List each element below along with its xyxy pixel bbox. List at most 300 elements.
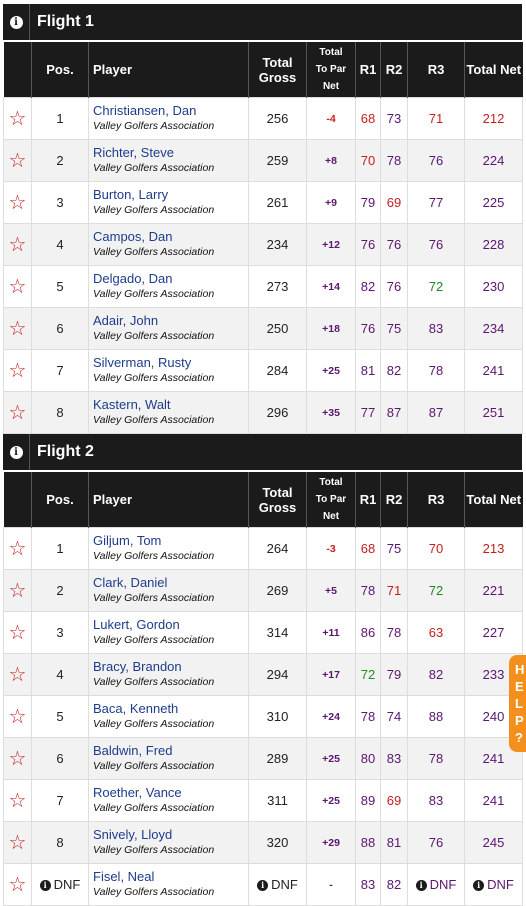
position: 8 xyxy=(56,405,64,420)
round-3-cell xyxy=(408,98,465,140)
favorite-cell[interactable] xyxy=(4,612,32,654)
player-association: Valley Golfers Association xyxy=(93,330,215,342)
star-icon[interactable]: ☆ xyxy=(8,789,27,812)
total-net-cell xyxy=(465,392,523,434)
player-cell xyxy=(89,780,249,822)
total-gross: 296 xyxy=(266,405,289,420)
total-to-par-net: +25 xyxy=(307,780,356,822)
round-1-score: 83 xyxy=(356,864,381,906)
total-to-par-net: +8 xyxy=(307,140,356,182)
round-2-score: 78 xyxy=(381,140,408,182)
info-icon[interactable]: i xyxy=(416,880,427,891)
table-row[interactable] xyxy=(4,224,523,266)
position-cell xyxy=(32,224,89,266)
favorite-cell[interactable] xyxy=(4,570,32,612)
total-gross: 234 xyxy=(266,237,289,252)
total-gross-cell xyxy=(249,392,307,434)
total-gross: 264 xyxy=(266,541,289,556)
player-association: Valley Golfers Association xyxy=(93,718,215,730)
player-name-link[interactable]: Richter, Steve xyxy=(93,145,174,160)
total-net-cell xyxy=(465,182,523,224)
total-gross-cell xyxy=(249,612,307,654)
table-row[interactable] xyxy=(4,864,523,906)
total-net: 234 xyxy=(482,321,505,336)
total-net: 245 xyxy=(482,835,505,850)
round-1-score: 68 xyxy=(356,98,381,140)
star-icon[interactable]: ☆ xyxy=(8,317,27,340)
table-row[interactable] xyxy=(4,182,523,224)
header-r3[interactable]: R3 xyxy=(408,42,465,98)
round-1-score: 68 xyxy=(356,528,381,570)
total-net: 241 xyxy=(482,793,505,808)
header-topar-line3: Net xyxy=(322,81,340,92)
player-association: Valley Golfers Association xyxy=(93,634,215,646)
header-total-gross[interactable]: Total Gross xyxy=(249,42,307,98)
total-gross-cell xyxy=(249,98,307,140)
player-cell xyxy=(89,822,249,864)
favorite-cell[interactable] xyxy=(4,822,32,864)
position-cell xyxy=(32,308,89,350)
position: DNF xyxy=(53,877,81,892)
total-to-par-net: +25 xyxy=(307,738,356,780)
round-3-score: 63 xyxy=(428,625,444,640)
player-cell xyxy=(89,224,249,266)
round-3-cell xyxy=(408,612,465,654)
total-net-cell xyxy=(465,528,523,570)
round-3-cell xyxy=(408,570,465,612)
help-tab-letter: H xyxy=(515,662,525,677)
total-gross: DNF xyxy=(271,877,298,892)
player-cell xyxy=(89,864,249,906)
position: 3 xyxy=(56,625,64,640)
table-row[interactable] xyxy=(4,392,523,434)
round-1-score: 82 xyxy=(356,266,381,308)
flight-info-button[interactable] xyxy=(3,4,30,40)
round-2-score: 75 xyxy=(381,528,408,570)
round-2-score: 75 xyxy=(381,308,408,350)
player-cell xyxy=(89,570,249,612)
total-gross: 289 xyxy=(266,751,289,766)
player-name-link[interactable]: Fisel, Neal xyxy=(93,869,155,884)
total-net: 241 xyxy=(482,751,505,766)
player-association: Valley Golfers Association xyxy=(93,288,215,300)
player-association: Valley Golfers Association xyxy=(93,372,215,384)
player-association: Valley Golfers Association xyxy=(93,120,215,132)
star-icon[interactable]: ☆ xyxy=(8,831,27,854)
total-net-cell xyxy=(465,224,523,266)
position-cell xyxy=(32,654,89,696)
favorite-cell[interactable] xyxy=(4,780,32,822)
player-name-link[interactable]: Lukert, Gordon xyxy=(93,617,180,632)
flight-title-bar xyxy=(3,434,522,472)
round-3-score: 88 xyxy=(428,709,444,724)
table-row[interactable] xyxy=(4,266,523,308)
favorite-cell[interactable] xyxy=(4,140,32,182)
table-row[interactable] xyxy=(4,570,523,612)
favorite-cell[interactable] xyxy=(4,182,32,224)
round-3-score: 78 xyxy=(428,363,444,378)
total-gross-cell xyxy=(249,308,307,350)
position: 5 xyxy=(56,279,64,294)
position: 6 xyxy=(56,751,64,766)
header-pos[interactable]: Pos. xyxy=(32,472,89,528)
position-cell xyxy=(32,822,89,864)
total-net-cell xyxy=(465,570,523,612)
star-icon[interactable]: ☆ xyxy=(8,233,27,256)
round-3-score: 76 xyxy=(428,153,444,168)
round-3-cell xyxy=(408,696,465,738)
round-2-score: 76 xyxy=(381,224,408,266)
round-1-score: 86 xyxy=(356,612,381,654)
star-icon[interactable]: ☆ xyxy=(8,359,27,382)
round-2-score: 83 xyxy=(381,738,408,780)
player-name-link[interactable]: Kastern, Walt xyxy=(93,397,171,412)
total-net: 251 xyxy=(482,405,505,420)
favorite-cell[interactable] xyxy=(4,308,32,350)
round-3-score: 76 xyxy=(428,835,444,850)
round-3-cell xyxy=(408,182,465,224)
header-r1[interactable]: R1 xyxy=(356,42,381,98)
player-association: Valley Golfers Association xyxy=(93,162,215,174)
leaderboard-table xyxy=(3,42,523,434)
total-gross: 294 xyxy=(266,667,289,682)
total-gross-cell xyxy=(249,350,307,392)
favorite-cell[interactable] xyxy=(4,654,32,696)
total-gross: 269 xyxy=(266,583,289,598)
total-gross: 284 xyxy=(266,363,289,378)
star-icon[interactable]: ☆ xyxy=(8,663,27,686)
header-topar-line3: Net xyxy=(322,511,340,522)
header-r1[interactable]: R1 xyxy=(356,472,381,528)
flight-info-button[interactable] xyxy=(3,434,30,470)
round-1-score: 70 xyxy=(356,140,381,182)
total-net: 230 xyxy=(482,279,505,294)
position: 5 xyxy=(56,709,64,724)
total-to-par-net: -3 xyxy=(307,528,356,570)
position: 4 xyxy=(56,237,64,252)
table-row[interactable] xyxy=(4,822,523,864)
player-name-link[interactable]: Snively, Lloyd xyxy=(93,827,173,842)
round-3-score: 82 xyxy=(428,667,444,682)
table-row[interactable] xyxy=(4,738,523,780)
total-net: 221 xyxy=(482,583,505,598)
favorite-cell[interactable] xyxy=(4,224,32,266)
header-total-gross[interactable]: Total Gross xyxy=(249,472,307,528)
leaderboard-table xyxy=(3,472,523,906)
player-association: Valley Golfers Association xyxy=(93,676,215,688)
round-3-score: 71 xyxy=(428,111,444,126)
header-player[interactable]: Player xyxy=(89,42,249,98)
player-name-link[interactable]: Baldwin, Fred xyxy=(93,743,173,758)
position-cell xyxy=(32,98,89,140)
total-to-par-net: +17 xyxy=(307,654,356,696)
round-3-score: 70 xyxy=(428,541,444,556)
total-to-par-net: +29 xyxy=(307,822,356,864)
flight-title: Flight 1 xyxy=(37,13,94,30)
total-to-par-net: +14 xyxy=(307,266,356,308)
star-icon[interactable]: ☆ xyxy=(8,705,27,728)
player-cell xyxy=(89,98,249,140)
header-favorite xyxy=(4,42,32,98)
round-3-score: 72 xyxy=(428,583,444,598)
round-3-cell xyxy=(408,350,465,392)
total-net-cell xyxy=(465,780,523,822)
round-1-score: 72 xyxy=(356,654,381,696)
position-cell xyxy=(32,182,89,224)
round-2-score: 73 xyxy=(381,98,408,140)
help-tab[interactable] xyxy=(509,655,526,752)
total-net-cell xyxy=(465,308,523,350)
header-topar-line1: Total xyxy=(319,47,343,58)
total-net-cell xyxy=(465,266,523,308)
round-1-score: 77 xyxy=(356,392,381,434)
player-name-link[interactable]: Baca, Kenneth xyxy=(93,701,179,716)
player-association: Valley Golfers Association xyxy=(93,886,215,898)
round-3-cell xyxy=(408,224,465,266)
player-association: Valley Golfers Association xyxy=(93,550,215,562)
header-r2[interactable]: R2 xyxy=(381,42,408,98)
round-3-cell xyxy=(408,822,465,864)
header-total-net[interactable]: Total Net xyxy=(465,42,523,98)
total-net: 224 xyxy=(482,153,505,168)
star-icon[interactable]: ☆ xyxy=(8,621,27,644)
total-to-par-net: +35 xyxy=(307,392,356,434)
position-cell xyxy=(32,780,89,822)
round-1-score: 76 xyxy=(356,224,381,266)
position: 6 xyxy=(56,321,64,336)
round-3-cell xyxy=(408,738,465,780)
star-icon[interactable]: ☆ xyxy=(8,747,27,770)
header-pos[interactable]: Pos. xyxy=(32,42,89,98)
round-3-cell xyxy=(408,266,465,308)
info-icon: i xyxy=(10,446,23,459)
info-icon[interactable]: i xyxy=(257,880,268,891)
favorite-cell[interactable] xyxy=(4,738,32,780)
leaderboard xyxy=(3,4,522,906)
player-name-link[interactable]: Giljum, Tom xyxy=(93,533,162,548)
header-total-to-par-net[interactable] xyxy=(307,42,356,98)
total-to-par-net: +12 xyxy=(307,224,356,266)
player-association: Valley Golfers Association xyxy=(93,802,215,814)
star-icon[interactable]: ☆ xyxy=(8,107,27,130)
round-1-score: 80 xyxy=(356,738,381,780)
round-1-score: 78 xyxy=(356,696,381,738)
round-2-score: 82 xyxy=(381,350,408,392)
table-row[interactable] xyxy=(4,696,523,738)
player-cell xyxy=(89,350,249,392)
player-name-link[interactable]: Delgado, Dan xyxy=(93,271,173,286)
favorite-cell[interactable] xyxy=(4,98,32,140)
favorite-cell[interactable] xyxy=(4,528,32,570)
header-player[interactable]: Player xyxy=(89,472,249,528)
player-cell xyxy=(89,654,249,696)
player-association: Valley Golfers Association xyxy=(93,592,215,604)
info-icon: i xyxy=(10,16,23,29)
position-cell xyxy=(32,392,89,434)
total-net: 241 xyxy=(482,363,505,378)
total-gross: 261 xyxy=(266,195,289,210)
help-tab-letter: E xyxy=(515,679,524,694)
header-r2[interactable]: R2 xyxy=(381,472,408,528)
total-gross-cell xyxy=(249,140,307,182)
total-gross-cell xyxy=(249,528,307,570)
player-name-link[interactable]: Adair, John xyxy=(93,313,159,328)
round-1-score: 89 xyxy=(356,780,381,822)
table-row[interactable] xyxy=(4,612,523,654)
total-net-cell xyxy=(465,864,523,906)
position: 2 xyxy=(56,583,64,598)
round-3-cell xyxy=(408,780,465,822)
round-3-cell xyxy=(408,654,465,696)
header-row xyxy=(4,42,523,98)
round-2-score: 87 xyxy=(381,392,408,434)
header-row xyxy=(4,472,523,528)
total-gross-cell xyxy=(249,570,307,612)
player-cell xyxy=(89,738,249,780)
round-1-score: 79 xyxy=(356,182,381,224)
round-1-score: 78 xyxy=(356,570,381,612)
position: 1 xyxy=(56,541,64,556)
total-net: 225 xyxy=(482,195,505,210)
total-to-par-net: +9 xyxy=(307,182,356,224)
favorite-cell[interactable] xyxy=(4,266,32,308)
help-tab-letter: ? xyxy=(515,730,523,745)
round-3-score: 78 xyxy=(428,751,444,766)
table-row[interactable] xyxy=(4,98,523,140)
total-gross: 273 xyxy=(266,279,289,294)
header-total-to-par-net[interactable] xyxy=(307,472,356,528)
round-3-score: 72 xyxy=(428,279,444,294)
star-icon[interactable]: ☆ xyxy=(8,149,27,172)
player-name-link[interactable]: Clark, Daniel xyxy=(93,575,168,590)
table-row[interactable] xyxy=(4,654,523,696)
round-3-cell xyxy=(408,864,465,906)
table-row[interactable] xyxy=(4,308,523,350)
star-icon[interactable]: ☆ xyxy=(8,579,27,602)
star-icon[interactable]: ☆ xyxy=(8,401,27,424)
round-2-score: 69 xyxy=(381,780,408,822)
total-gross: 320 xyxy=(266,835,289,850)
position: 4 xyxy=(56,667,64,682)
star-icon[interactable]: ☆ xyxy=(8,537,27,560)
total-gross: 259 xyxy=(266,153,289,168)
player-cell xyxy=(89,612,249,654)
info-icon[interactable]: i xyxy=(473,880,484,891)
total-gross: 311 xyxy=(267,793,288,808)
position: 1 xyxy=(56,111,64,126)
total-gross: 250 xyxy=(266,321,289,336)
total-gross: 314 xyxy=(266,625,289,640)
position-cell xyxy=(32,350,89,392)
table-row[interactable] xyxy=(4,528,523,570)
position: 8 xyxy=(56,835,64,850)
star-icon[interactable]: ☆ xyxy=(8,191,27,214)
player-name-link[interactable]: Bracy, Brandon xyxy=(93,659,182,674)
help-tab-letter: P xyxy=(515,713,524,728)
header-total-net[interactable]: Total Net xyxy=(465,472,523,528)
position: 7 xyxy=(56,793,64,808)
round-2-score: 79 xyxy=(381,654,408,696)
player-association: Valley Golfers Association xyxy=(93,204,215,216)
star-icon[interactable]: ☆ xyxy=(8,275,27,298)
flight-title: Flight 2 xyxy=(37,443,94,460)
favorite-cell[interactable] xyxy=(4,864,32,906)
total-net-cell xyxy=(465,822,523,864)
player-cell xyxy=(89,266,249,308)
total-gross-cell xyxy=(249,654,307,696)
player-name-link[interactable]: Campos, Dan xyxy=(93,229,173,244)
header-r3[interactable]: R3 xyxy=(408,472,465,528)
favorite-cell[interactable] xyxy=(4,392,32,434)
info-icon[interactable]: i xyxy=(40,880,51,891)
round-2-score: 78 xyxy=(381,612,408,654)
player-association: Valley Golfers Association xyxy=(93,760,215,772)
header-favorite xyxy=(4,472,32,528)
position-cell xyxy=(32,696,89,738)
table-row[interactable] xyxy=(4,780,523,822)
position-cell xyxy=(32,570,89,612)
help-tab-letter: L xyxy=(515,696,523,711)
total-to-par-net: -4 xyxy=(307,98,356,140)
round-2-score: 74 xyxy=(381,696,408,738)
position-cell xyxy=(32,612,89,654)
player-name-link[interactable]: Burton, Larry xyxy=(93,187,169,202)
header-topar-line2: To Par xyxy=(315,494,347,505)
round-3-score: 76 xyxy=(428,237,444,252)
header-topar-line1: Total xyxy=(319,477,343,488)
flight-title-bar xyxy=(3,4,522,42)
total-gross-cell xyxy=(249,780,307,822)
position: 3 xyxy=(56,195,64,210)
round-2-score: 81 xyxy=(381,822,408,864)
round-2-score: 69 xyxy=(381,182,408,224)
player-cell xyxy=(89,392,249,434)
total-net: 227 xyxy=(482,625,505,640)
star-icon[interactable]: ☆ xyxy=(8,873,27,896)
round-2-score: 71 xyxy=(381,570,408,612)
player-cell xyxy=(89,528,249,570)
position-cell xyxy=(32,266,89,308)
player-association: Valley Golfers Association xyxy=(93,246,215,258)
total-to-par-net: +11 xyxy=(307,612,356,654)
round-2-score: 82 xyxy=(381,864,408,906)
total-net: 233 xyxy=(482,667,505,682)
player-cell xyxy=(89,308,249,350)
player-name-link[interactable]: Christiansen, Dan xyxy=(93,103,197,118)
total-net-cell xyxy=(465,140,523,182)
player-name-link[interactable]: Silverman, Rusty xyxy=(93,355,192,370)
round-3-score: DNF xyxy=(429,877,457,892)
total-to-par-net: - xyxy=(307,864,356,906)
table-row[interactable] xyxy=(4,350,523,392)
round-1-score: 76 xyxy=(356,308,381,350)
round-3-score: 83 xyxy=(428,321,444,336)
player-association: Valley Golfers Association xyxy=(93,414,215,426)
position-cell xyxy=(32,140,89,182)
total-gross: 310 xyxy=(266,709,289,724)
favorite-cell[interactable] xyxy=(4,350,32,392)
round-3-score: 83 xyxy=(428,793,444,808)
favorite-cell[interactable] xyxy=(4,696,32,738)
total-net-cell xyxy=(465,350,523,392)
table-row[interactable] xyxy=(4,140,523,182)
round-3-score: 77 xyxy=(428,195,444,210)
player-name-link[interactable]: Roether, Vance xyxy=(93,785,182,800)
round-2-score: 76 xyxy=(381,266,408,308)
total-to-par-net: +5 xyxy=(307,570,356,612)
position-cell xyxy=(32,738,89,780)
total-gross-cell xyxy=(249,224,307,266)
